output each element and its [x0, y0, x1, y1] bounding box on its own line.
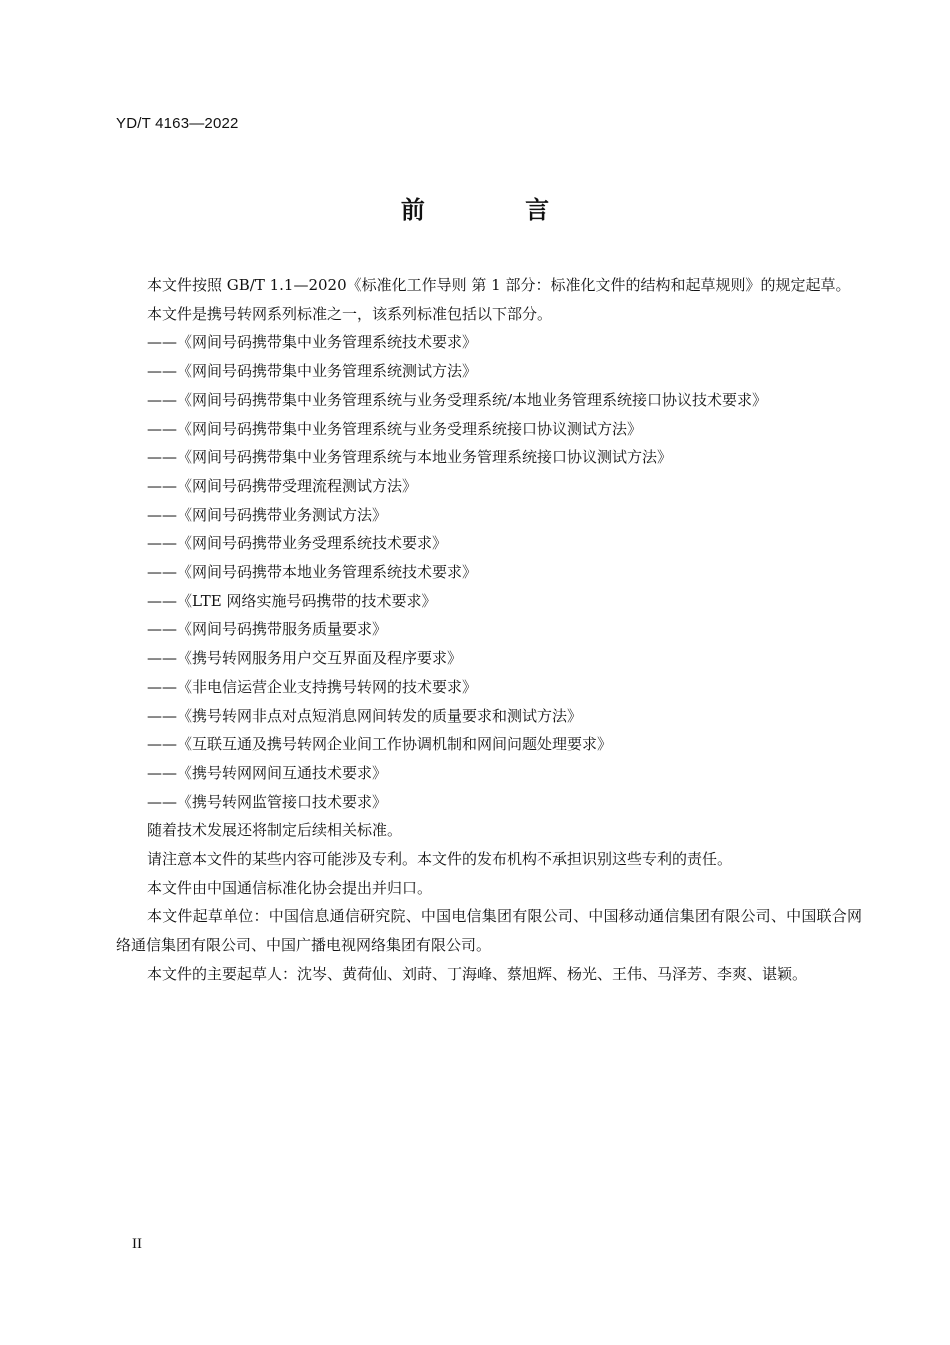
paragraph-proposer: 本文件由中国通信标准化协会提出并归口。: [147, 878, 433, 897]
series-part-item: ——《非电信运营企业支持携号转网的技术要求》: [147, 677, 478, 696]
page-title: 前 言: [400, 196, 596, 224]
series-part-item: ——《网间号码携带集中业务管理系统测试方法》: [147, 362, 478, 381]
series-part-item: ——《网间号码携带服务质量要求》: [147, 620, 388, 639]
paragraph-drafting-units: 本文件起草单位：中国信息通信研究院、中国电信集团有限公司、中国移动通信集团有限公司、中国联合网络通信集团有限公司、中国广播电视网络集团有限公司。: [116, 907, 862, 955]
series-part-item: ——《LTE 网络实施号码携带的技术要求》: [147, 591, 437, 610]
document-code: YD/T 4163—2022: [116, 115, 239, 132]
series-part-item: ——《网间号码携带业务测试方法》: [147, 505, 388, 524]
foreword-body: [116, 271, 862, 989]
series-part-item: ——《网间号码携带本地业务管理系统技术要求》: [147, 563, 478, 582]
series-part-item: ——《网间号码携带业务受理系统技术要求》: [147, 534, 448, 553]
series-part-item: ——《网间号码携带受理流程测试方法》: [147, 476, 418, 495]
series-part-item: ——《携号转网非点对点短消息网间转发的质量要求和测试方法》: [147, 706, 583, 725]
series-part-item: ——《网间号码携带集中业务管理系统与本地业务管理系统接口协议测试方法》: [147, 448, 673, 467]
series-part-item: ——《携号转网服务用户交互界面及程序要求》: [147, 649, 463, 668]
series-part-item: ——《网间号码携带集中业务管理系统与业务受理系统接口协议测试方法》: [147, 419, 643, 438]
paragraph-future: 随着技术发展还将制定后续相关标准。: [147, 821, 403, 840]
series-part-item: ——《携号转网网间互通技术要求》: [147, 763, 388, 782]
paragraph-intro: 本文件按照 GB/T 1.1—2020《标准化工作导则 第 1 部分：标准化文件的结构和起草规则》的规定起草。: [147, 276, 851, 294]
paragraph-drafters: 本文件的主要起草人：沈岑、黄荷仙、刘莳、丁海峰、蔡旭辉、杨光、王伟、马泽芳、李爽、谌颖。: [147, 964, 808, 983]
series-part-item: ——《网间号码携带集中业务管理系统与业务受理系统/本地业务管理系统接口协议技术要求》: [147, 390, 768, 409]
series-part-item: ——《网间号码携带集中业务管理系统技术要求》: [147, 333, 478, 352]
series-part-item: ——《互联互通及携号转网企业间工作协调机制和网间问题处理要求》: [147, 735, 613, 754]
paragraph-series-intro: 本文件是携号转网系列标准之一，该系列标准包括以下部分。: [147, 304, 553, 323]
paragraph-patent-notice: 请注意本文件的某些内容可能涉及专利。本文件的发布机构不承担识别这些专利的责任。: [147, 850, 733, 869]
page-number: II: [132, 1236, 142, 1252]
series-part-item: ——《携号转网监管接口技术要求》: [147, 792, 388, 811]
